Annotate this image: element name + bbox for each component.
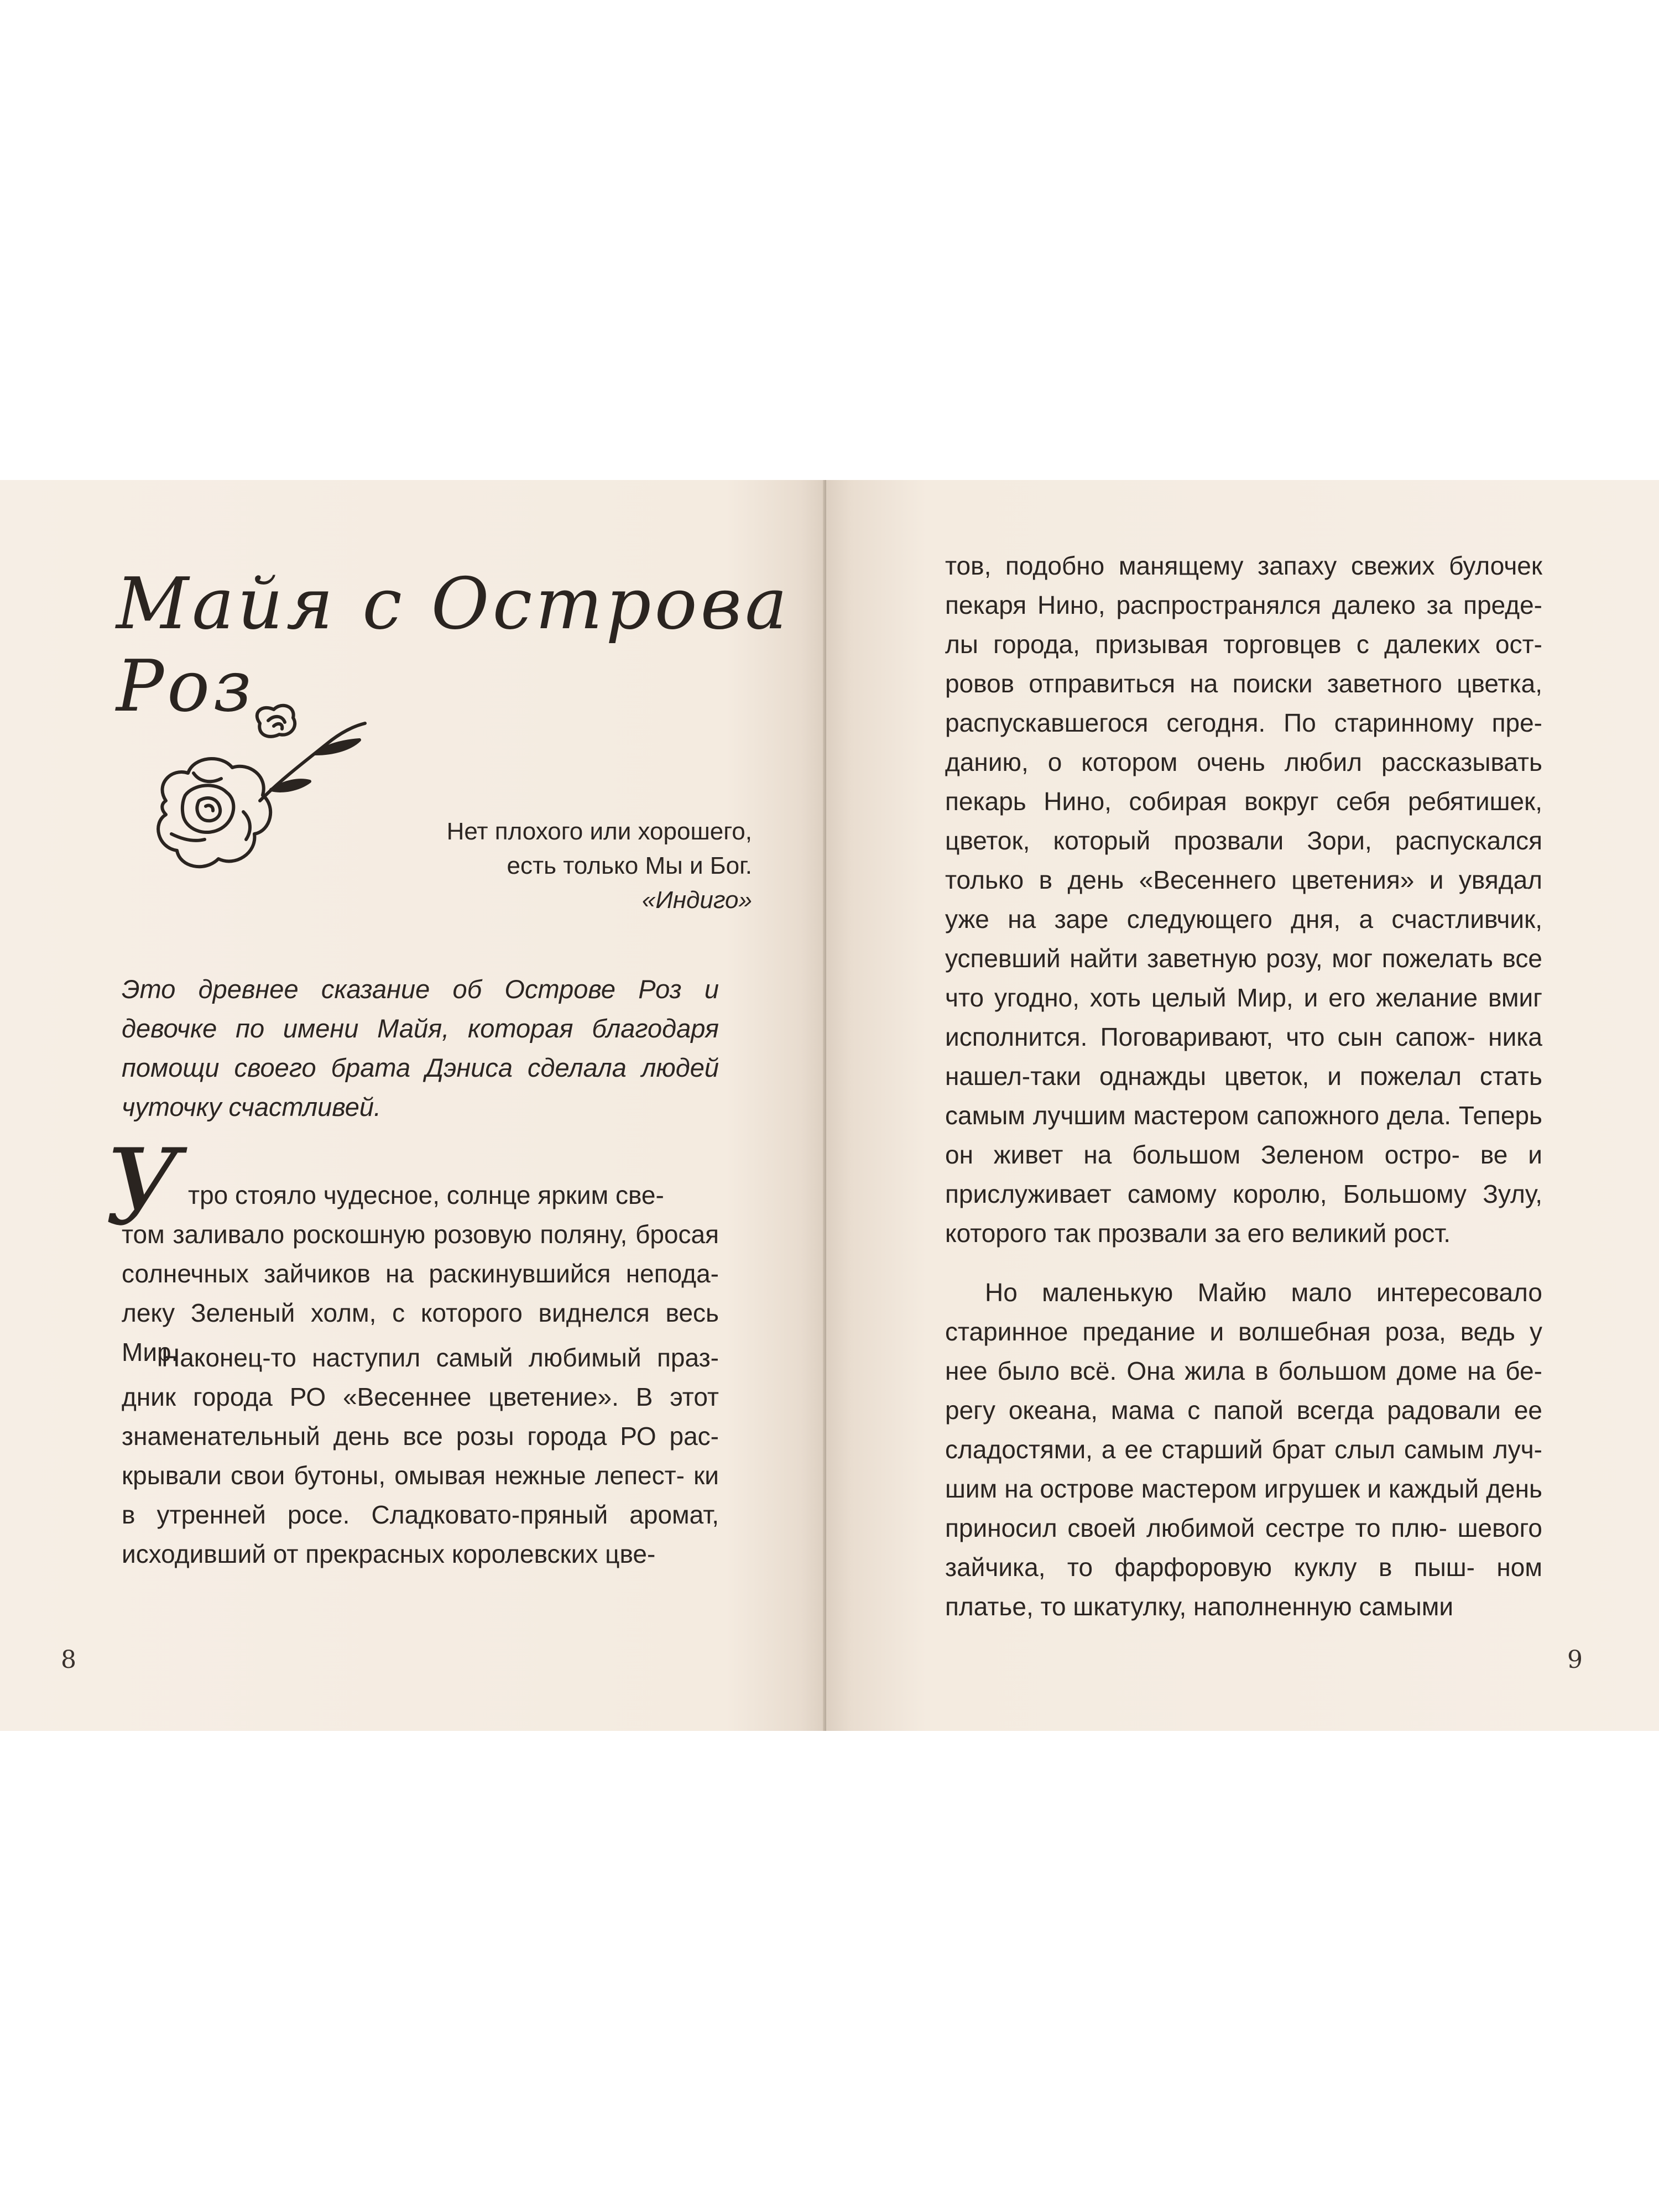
epigraph-line-1: Нет плохого или хорошего, (446, 818, 752, 845)
chapter-title: Майя с Острова Роз (116, 563, 791, 728)
page-number-left: 8 (61, 1646, 76, 1674)
paragraph-1-first-line: тро стояло чудесное, солнце ярким све- (188, 1181, 664, 1209)
right-text-column (945, 546, 1542, 1646)
drop-cap: У (105, 1126, 181, 1249)
book-spread (0, 480, 1659, 1731)
epigraph-source: «Индиго» (641, 886, 752, 914)
paragraph-2-text: Наконец-то наступил самый любимый праз- дник города РО «Весеннее цветение». В этот знаменательный день все розы города РО рас- крывали свои бутоны, омывая нежные лепест- ки в утренней росе. Сладковато-пряный аромат, исходивший от прекрасных королевских цве- (122, 1343, 719, 1568)
right-page (826, 480, 1659, 1731)
paragraph-1-rest: том заливало роскошную розовую поляну, бросая солнечных зайчиков на раскинувшийся непода- леку Зеленый холм, с которого виднелся весь Мир. (122, 1220, 719, 1366)
left-page (0, 480, 825, 1731)
paragraph-2 (122, 1338, 719, 1574)
epigraph (332, 815, 752, 917)
intro-paragraph: Это древнее сказание об Острове Роз и девочке по имени Майя, которая благодаря помощи своего брата Дэниса сделала людей чуточку счастливей. (122, 974, 719, 1121)
right-paragraph-1: тов, подобно манящему запаху свежих булочек пекаря Нино, распространялся далеко за преде- лы города, призывая торговцев с далеких ост- ровов отправиться на поиски заветного цветка, распускавшегося сегодня. По старинному пре- данию, о котором очень любил рассказывать пекарь Нино, собирая вокруг себя ребятишек, цветок, который прозвали Зори, распускался только в день «Весеннего цветения» и увядал уже на заре следующего дня, а счастливчик, успевший найти заветную розу, мог пожелать все что угодно, хоть целый Мир, и его желание вмиг исполнится. Поговаривают, что сын сапож- ника нашел-таки однажды цветок, и пожелал стать самым лучшим мастером сапожного дела. Теперь он живет на большом Зеленом остро- ве и прислуживает самому королю, Большому Зулу, которого так прозвали за его великий рост. (945, 551, 1542, 1248)
right-paragraph-2: Но маленькую Майю мало интересовало старинное предание и волшебная роза, ведь у нее было всё. Она жила в большом доме на бе- регу океана, мама с папой всегда радовали ее сладостями, а ее старший брат слыл самым луч- шим на острове мастером игрушек и каждый день приносил своей любимой сестре то плю- шевого зайчика, то фарфоровую куклу в пыш- ном платье, то шкатулку, наполненную самыми (945, 1278, 1542, 1621)
epigraph-line-2: есть только Мы и Бог. (507, 852, 752, 879)
page-number-right: 9 (1567, 1646, 1583, 1674)
